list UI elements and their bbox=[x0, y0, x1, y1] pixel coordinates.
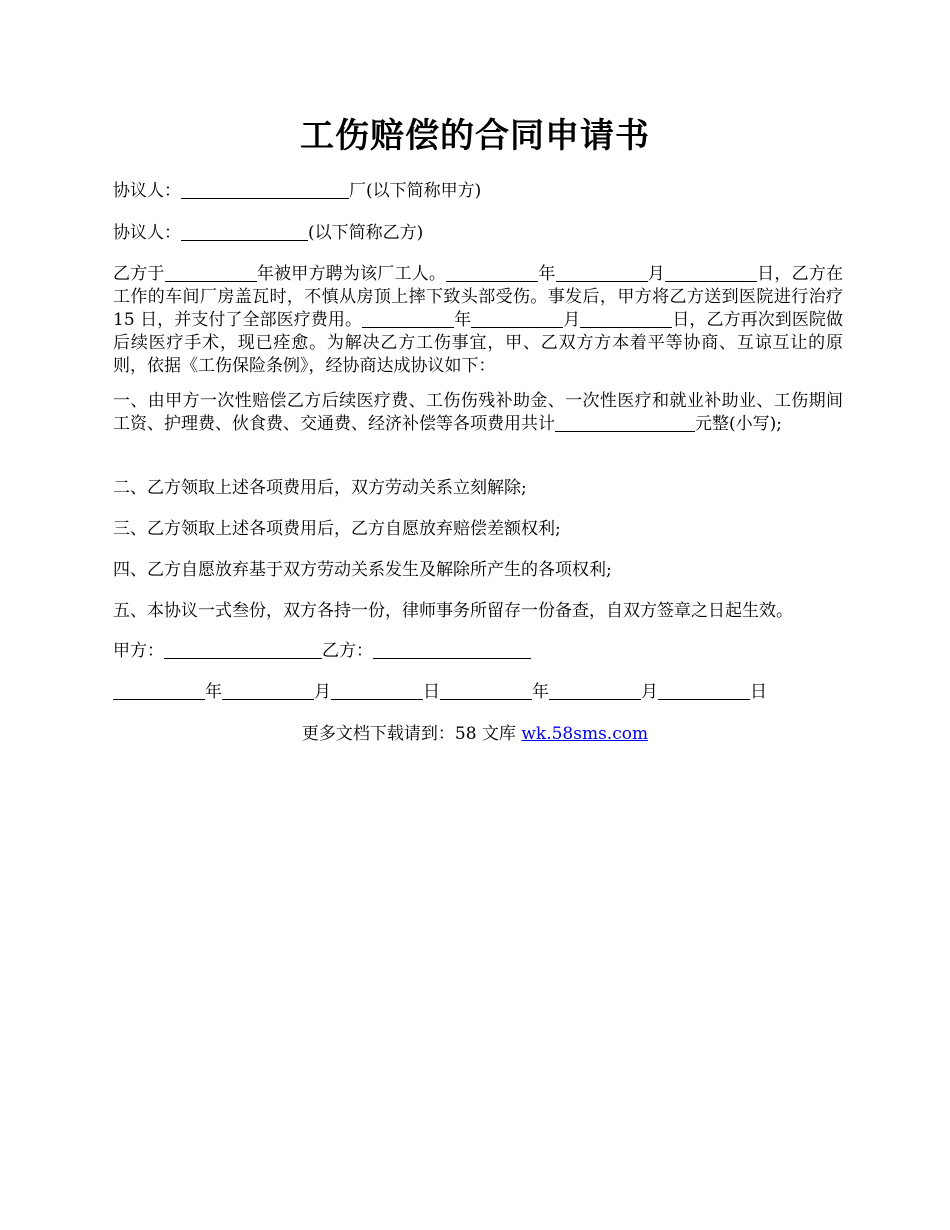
intro-text-5: 日，乙方在工作的车间厂房盖瓦时，不慎从房顶上摔下致头部受伤。事发后，甲方将乙方送到医院进行治疗 15 日，并支付了全部医疗费用。 bbox=[113, 264, 844, 330]
intro-text-4: 月 bbox=[647, 264, 665, 284]
party-b-prefix: 协议人： bbox=[113, 223, 181, 243]
party-b-line bbox=[113, 222, 843, 245]
intro-text-6: 年 bbox=[454, 310, 472, 330]
clause-1-suffix: 元整(小写); bbox=[695, 414, 782, 434]
surgery-year-blank[interactable] bbox=[362, 310, 454, 328]
intro-text-8: 日，乙方再次到医院做后续医疗手术，现已痊愈。为解决乙方工伤事宜，甲、乙双方方本着平等协商、互谅互让的原则，依据《工伤保险条例》，经协商达成协议如下： bbox=[113, 310, 843, 376]
signature-line bbox=[113, 640, 843, 663]
party-b-signature-blank[interactable] bbox=[373, 641, 531, 659]
intro-text-3: 年 bbox=[538, 264, 556, 284]
clause-4: 四、乙方自愿放弃基于双方劳动关系发生及解除所产生的各项权利; bbox=[113, 560, 612, 580]
party-b-suffix: (以下简称乙方) bbox=[308, 223, 424, 243]
clause-1-text: 一、由甲方一次性赔偿乙方后续医疗费、工伤伤残补助金、一次性医疗和就业补助业、工伤期间工资、护理费、伙食费、交通费、经济补偿等各项费用共计 bbox=[113, 391, 843, 434]
total-amount-blank[interactable] bbox=[555, 414, 695, 432]
date-month-label: 月 bbox=[641, 682, 658, 702]
party-a-signature-label: 甲方： bbox=[113, 641, 164, 661]
party-a-year-blank[interactable] bbox=[113, 682, 205, 700]
party-b-name-blank[interactable] bbox=[181, 223, 308, 241]
party-a-suffix: 厂(以下简称甲方) bbox=[349, 181, 482, 201]
party-b-signature-label: 乙方： bbox=[322, 641, 373, 661]
footer-link[interactable]: wk.58sms.com bbox=[521, 724, 649, 744]
party-a-month-blank[interactable] bbox=[222, 682, 314, 700]
hire-year-blank[interactable] bbox=[165, 264, 257, 282]
injury-day-blank[interactable] bbox=[665, 264, 757, 282]
document-title: 工伤赔偿的合同申请书 bbox=[300, 116, 650, 156]
party-b-year-blank[interactable] bbox=[440, 682, 532, 700]
date-year-label: 年 bbox=[532, 682, 549, 702]
injury-month-blank[interactable] bbox=[556, 264, 648, 282]
footer-text: 更多文档下载请到：58 文库 bbox=[301, 724, 522, 744]
surgery-day-blank[interactable] bbox=[580, 310, 672, 328]
intro-paragraph bbox=[113, 263, 843, 378]
date-day-label: 日 bbox=[423, 682, 440, 702]
injury-year-blank[interactable] bbox=[446, 264, 538, 282]
party-a-signature-blank[interactable] bbox=[164, 641, 322, 659]
party-a-prefix: 协议人： bbox=[113, 181, 181, 201]
party-b-day-blank[interactable] bbox=[658, 682, 750, 700]
party-a-line bbox=[113, 180, 843, 203]
date-year-label: 年 bbox=[205, 682, 222, 702]
footer bbox=[0, 722, 950, 746]
party-a-day-blank[interactable] bbox=[331, 682, 423, 700]
date-month-label: 月 bbox=[314, 682, 331, 702]
clause-2: 二、乙方领取上述各项费用后，双方劳动关系立刻解除; bbox=[113, 478, 527, 498]
surgery-month-blank[interactable] bbox=[471, 310, 563, 328]
clause-5: 五、本协议一式叁份，双方各持一份，律师事务所留存一份备查，自双方签章之日起生效。 bbox=[113, 601, 793, 621]
date-day-label: 日 bbox=[750, 682, 767, 702]
clause-3: 三、乙方领取上述各项费用后，乙方自愿放弃赔偿差额权利; bbox=[113, 519, 561, 539]
intro-text-2: 年被甲方聘为该厂工人。 bbox=[256, 264, 447, 284]
party-a-name-blank[interactable] bbox=[181, 181, 349, 199]
intro-text-7: 月 bbox=[563, 310, 581, 330]
clause-1 bbox=[113, 390, 843, 436]
intro-text-1: 乙方于 bbox=[113, 264, 165, 284]
signature-dates-line bbox=[113, 681, 843, 704]
party-b-month-blank[interactable] bbox=[549, 682, 641, 700]
